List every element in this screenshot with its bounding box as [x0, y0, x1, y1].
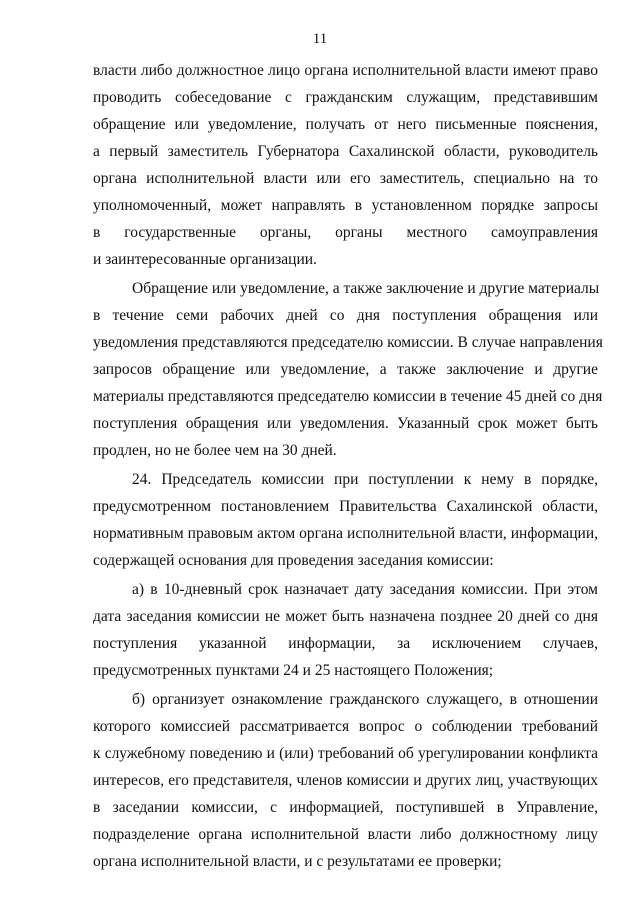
- text-line: 24. Председатель комиссии при поступлении к нему в порядке,: [132, 471, 598, 488]
- text-line: интересов, его представителя, членов комиссии и других лиц, участвующих: [93, 772, 598, 789]
- text-line: органа исполнительной власти или его заместитель, специально на то: [93, 170, 598, 187]
- text-line: обращение или уведомление, получать от него письменные пояснения,: [93, 116, 598, 133]
- text-line: поступления обращения или уведомления. Указанный срок может быть: [93, 415, 598, 432]
- text-line: б) организует ознакомление гражданского служащего, в отношении: [132, 691, 598, 708]
- text-line: проводить собеседование с гражданским служащим, представившим: [93, 89, 598, 106]
- text-line: дата заседания комиссии не может быть назначена позднее 20 дней со дня: [93, 608, 598, 625]
- page-number: 11: [312, 31, 328, 47]
- text-line: которого комиссией рассматривается вопрос о соблюдении требований: [93, 718, 598, 735]
- text-line: органа исполнительной власти, и с результатами ее проверки;: [93, 853, 502, 870]
- text-line: а) в 10-дневный срок назначает дату заседания комиссии. При этом: [132, 581, 598, 598]
- text-line: запросов обращение или уведомление, а также заключение и другие: [93, 361, 598, 378]
- text-line: и заинтересованные организации.: [93, 251, 317, 268]
- text-line: предусмотренных пунктами 24 и 25 настоящего Положения;: [93, 662, 494, 679]
- text-line: власти либо должностное лицо органа исполнительной власти имеют право: [93, 62, 598, 79]
- text-line: к служебному поведению и (или) требований об урегулировании конфликта: [93, 745, 598, 762]
- text-line: а первый заместитель Губернатора Сахалинской области, руководитель: [93, 143, 598, 160]
- text-line: продлен, но не более чем на 30 дней.: [93, 442, 337, 459]
- text-line: содержащей основания для проведения заседания комиссии:: [93, 552, 494, 569]
- text-line: поступления указанной информации, за исключением случаев,: [93, 635, 598, 652]
- text-line: уполномоченный, может направлять в установленном порядке запросы: [93, 197, 598, 214]
- text-line: в течение семи рабочих дней со дня поступления обращения или: [93, 307, 598, 324]
- text-line: в государственные органы, органы местного самоуправления: [93, 224, 598, 241]
- text-line: предусмотренном постановлением Правительства Сахалинской области,: [93, 498, 598, 515]
- text-line: уведомления представляются председателю комиссии. В случае направления: [93, 334, 603, 351]
- text-line: подразделение органа исполнительной власти либо должностному лицу: [93, 826, 598, 843]
- text-line: в заседании комиссии, с информацией, поступившей в Управление,: [93, 799, 598, 816]
- text-line: нормативным правовым актом органа исполнительной власти, информации,: [93, 525, 598, 542]
- text-line: материалы представляются председателю комиссии в течение 45 дней со дня: [93, 388, 603, 405]
- text-line: Обращение или уведомление, а также заключение и другие материалы: [132, 280, 600, 297]
